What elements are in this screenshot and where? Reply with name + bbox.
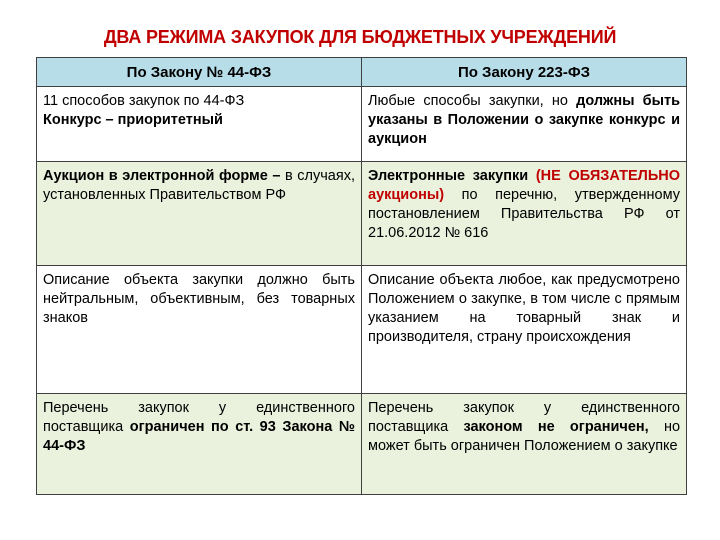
cell-auction-44fz bbox=[37, 162, 362, 266]
cell-red-text: (НЕ ОБЯЗАТЕЛЬНО аукционы) bbox=[368, 168, 680, 203]
table-row bbox=[37, 394, 687, 495]
cell-text: но может быть ограничен Положением о закупке bbox=[368, 419, 681, 454]
cell-bold-text: Электронные закупки bbox=[368, 168, 529, 184]
cell-methods-44fz bbox=[37, 87, 362, 162]
cell-description-44fz: Описание объекта закупки должно быть нейтральным, объективным, без товарных знаков bbox=[37, 266, 362, 394]
cell-text: по перечню, утвержденному постановлением Правительства РФ от 21.06.2012 № 616 bbox=[368, 187, 681, 241]
cell-text: Перечень закупок у единственного поставщика bbox=[43, 400, 355, 435]
comparison-table bbox=[36, 57, 687, 495]
cell-bold-text: законом не ограничен, bbox=[463, 419, 649, 435]
cell-bold-text: ограничен по ст. 93 Закона № 44-ФЗ bbox=[43, 419, 355, 454]
table-row bbox=[37, 87, 687, 162]
cell-text: в случаях, установленных Правительством РФ bbox=[43, 168, 355, 203]
cell-bold-text: должны быть указаны в Положении о закупке конкурс и аукцион bbox=[368, 93, 681, 147]
cell-methods-223fz bbox=[362, 87, 687, 162]
cell-auction-223fz bbox=[362, 162, 687, 266]
table-header-row bbox=[37, 58, 687, 87]
cell-text: Перечень закупок у единственного поставщика bbox=[368, 400, 680, 435]
table-row bbox=[37, 162, 687, 266]
cell-bold-text: Аукцион в электронной форме – bbox=[43, 168, 281, 184]
header-44fz: По Закону № 44-ФЗ bbox=[37, 58, 362, 87]
cell-text: Любые способы закупки, но bbox=[368, 93, 568, 109]
page-title: ДВА РЕЖИМА ЗАКУПОК ДЛЯ БЮДЖЕТНЫХ УЧРЕЖДЕНИЙ bbox=[103, 27, 617, 47]
cell-single-supplier-44fz bbox=[37, 394, 362, 495]
cell-bold-text: Конкурс – приоритетный bbox=[43, 112, 223, 128]
cell-single-supplier-223fz bbox=[362, 394, 687, 495]
cell-text: 11 способов закупок по 44-ФЗ bbox=[43, 93, 245, 109]
header-223fz: По Закону 223-ФЗ bbox=[362, 58, 687, 87]
cell-description-223fz: Описание объекта любое, как предусмотрено Положением о закупке, в том числе с прямым указанием на товарный знак и производителя, страну происхождения bbox=[362, 266, 687, 394]
table-row bbox=[37, 266, 687, 394]
